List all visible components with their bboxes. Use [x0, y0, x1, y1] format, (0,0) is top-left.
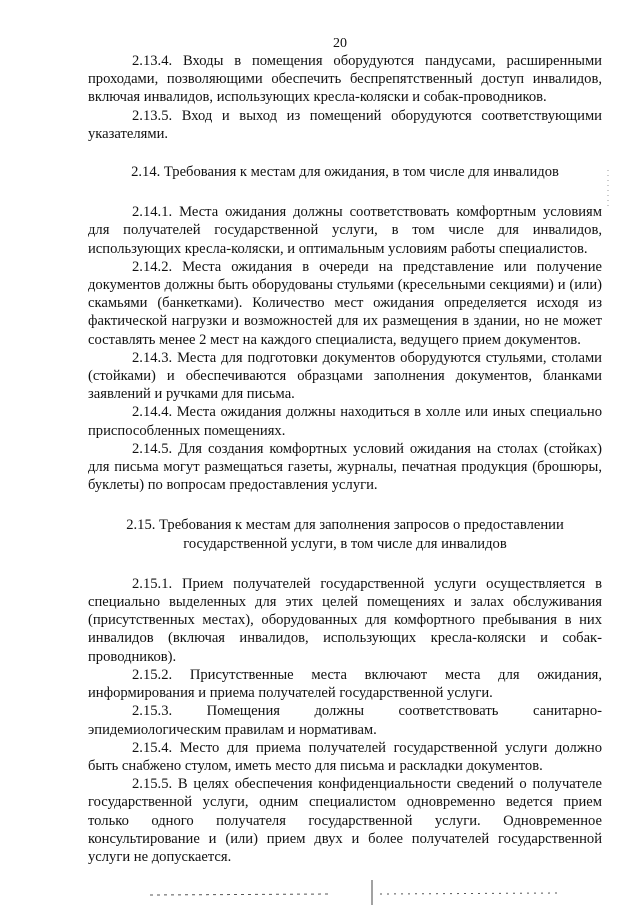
paragraph-2-14-3: 2.14.3. Места для подготовки документов оборудуются стульями, столами (стойками) и обеспечиваются образцами заполнения документов, бланками заявлений и ручками для письма.	[88, 349, 602, 403]
paragraph-2-14-4: 2.14.4. Места ожидания должны находиться в холле или иных специально приспособленных помещениях.	[88, 404, 602, 439]
paragraph-2-14-5: 2.14.5. Для создания комфортных условий ожидания на столах (стойках) для письма могут размещаться газеты, журналы, печатная продукция (брошюры, буклеты) по вопросам предоставления услуги.	[88, 440, 602, 494]
paragraph-2-14-1: 2.14.1. Места ожидания должны соответствовать комфортным условиям для получателей государственной услуги, в том числе для инвалидов, использующих кресла-коляски, и оптимальным условиям работы специалистов.	[88, 204, 602, 257]
paragraph-2-15-1: 2.15.1. Прием получателей государственной услуги осуществляется в специально выделенных для этих целей помещениях и залах обслуживания (присутственных местах), оборудованных для комфортного пребывания в них инвалидов (включая инвалидов, использующих кресла-коляски и собак-проводников).	[88, 575, 602, 665]
paragraph-2-15-2: 2.15.2. Присутственные места включают места для ожидания, информирования и приема получателей государственной услуги.	[88, 666, 602, 702]
heading-2-15-line-2: государственной услуги, в том числе для инвалидов	[183, 535, 507, 552]
paragraph-2-13-5: 2.13.5. Вход и выход из помещений оборудуются соответствующими указателями.	[88, 107, 602, 142]
heading-2-14: 2.14. Требования к местам для ожидания, в том числе для инвалидов	[131, 164, 559, 181]
paragraph-2-14-2: 2.14.2. Места ожидания в очереди на представление или получение документов должны быть оборудованы стульями (кресельными секциями) и (или) скамьями (банкетками). Количество мест ожидания определяется исходя из фактической нагрузки и возможностей для их размещения в здании, но не может составлять менее 2 мест на каждого специалиста, ведущего прием документов.	[88, 258, 602, 348]
document-body	[88, 52, 602, 866]
heading-2-15-line-1: 2.15. Требования к местам для заполнения запросов о предоставлении	[126, 517, 564, 534]
page-number: 20	[333, 36, 347, 51]
paragraph-2-15-3: 2.15.3. Помещения должны соответствовать санитарно-эпидемиологическим правилам и нормативам.	[88, 703, 602, 738]
paragraph-2-15-5: 2.15.5. В целях обеспечения конфиденциальности сведений о получателе государственной услуги, одним специалистом одновременно ведется прием только одного получателя государственной услуги. Одновременное консультирование и (или) прием двух и более получателей государственной услуги не допускается.	[88, 776, 602, 865]
paragraph-2-13-4: 2.13.4. Входы в помещения оборудуются пандусами, расширенными проходами, позволяющими обеспечить беспрепятственный доступ инвалидов, включая инвалидов, использующих кресла-коляски и собак-проводников.	[88, 53, 602, 106]
paragraph-2-15-4: 2.15.4. Место для приема получателей государственной услуги должно быть снабжено стулом, иметь место для письма и раскладки документов.	[88, 739, 602, 774]
